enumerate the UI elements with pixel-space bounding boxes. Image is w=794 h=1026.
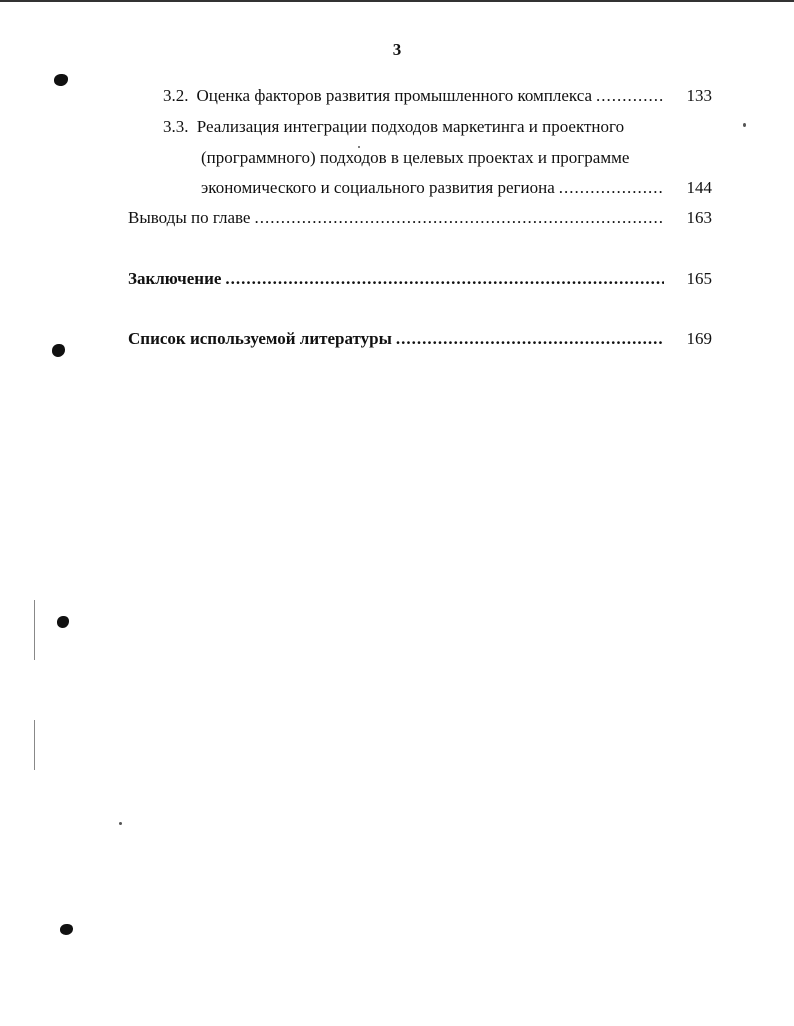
page-number: 3	[392, 40, 402, 59]
scan-speck	[743, 123, 746, 127]
toc-leader-dots	[225, 269, 664, 289]
punch-hole-mark	[60, 924, 73, 935]
toc-leader-dots	[559, 178, 664, 198]
punch-hole-mark	[52, 344, 65, 357]
toc-entry-conclusion[interactable]	[128, 269, 712, 289]
toc-entry-page: 144	[686, 178, 712, 197]
scan-edge-mark	[34, 600, 35, 660]
toc-entry-title: Заключение	[128, 269, 222, 288]
toc-entry-title: Выводы по главе	[128, 208, 251, 227]
toc-entry-3-3-line-3[interactable]	[201, 178, 712, 198]
punch-hole-mark	[57, 616, 69, 628]
toc-entry-title-line: (программного) подходов в целевых проектах и программе	[201, 148, 630, 167]
top-edge-rule	[0, 0, 794, 2]
toc-entry-3-3-line-1[interactable]	[163, 117, 624, 137]
toc-entry-page: 133	[686, 86, 712, 105]
toc-entry-title: Список используемой литературы	[128, 329, 392, 348]
scan-edge-mark	[34, 720, 35, 770]
toc-entry-title-line: экономического и социального развития региона	[201, 178, 555, 197]
scan-speck	[358, 146, 360, 148]
toc-entry-page: 163	[686, 208, 712, 227]
scan-speck	[119, 822, 122, 825]
toc-entry-3-2[interactable]	[163, 86, 712, 106]
toc-leader-dots	[596, 86, 664, 106]
toc-entry-3-3-line-2	[201, 148, 629, 168]
toc-entry-number: 3.3.	[163, 117, 189, 136]
toc-leader-dots	[396, 329, 664, 349]
toc-entry-number: 3.2.	[163, 86, 189, 105]
toc-entry-references[interactable]	[128, 329, 712, 349]
toc-entry-chapter-conclusions[interactable]	[128, 208, 712, 228]
toc-leader-dots	[254, 208, 664, 228]
toc-entry-title: Оценка факторов развития промышленного комплекса	[196, 86, 593, 105]
toc-entry-page: 169	[686, 329, 712, 348]
punch-hole-mark	[54, 74, 68, 86]
toc-entry-page: 165	[686, 269, 712, 288]
toc-entry-title-line: Реализация интеграции подходов маркетинга и проектного	[196, 117, 625, 136]
